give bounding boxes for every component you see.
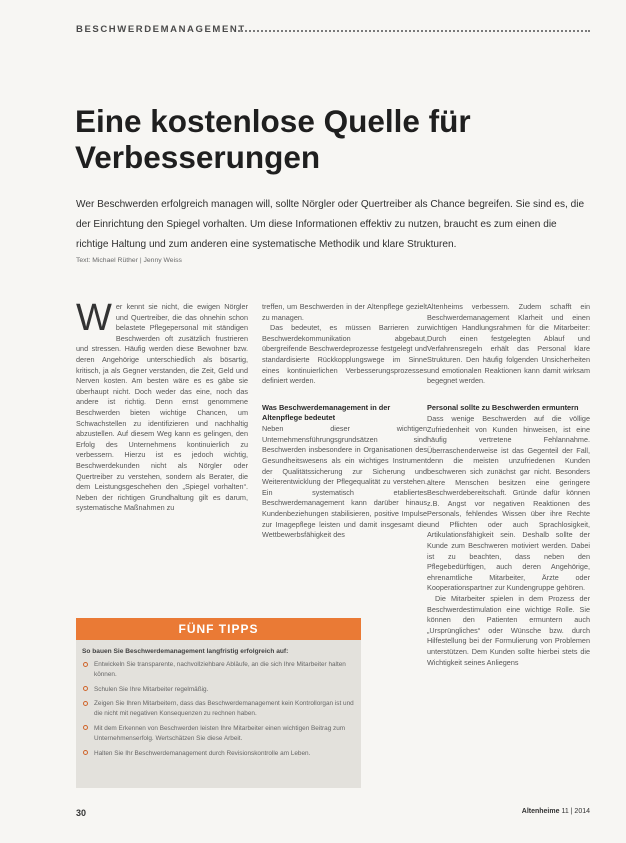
tip-text: Schulen Sie Ihre Mitarbeiter regelmäßig.: [94, 685, 209, 693]
tip-text: Entwickeln Sie transparente, nachvollziehbare Abläufe, an die sich Ihre Mitarbeiter halten können.: [94, 661, 346, 678]
bullet-icon: [83, 701, 88, 706]
tip-item: [82, 749, 354, 759]
drop-cap: W: [76, 297, 112, 339]
paragraph: Die Mitarbeiter spielen in dem Prozess der Beschwerdestimulation eine wichtige Rolle. Sie können den Patienten ermuntern auch „Ursprüngliches“ oder Wünsche bzw. durch Hilfestellung bei der Formulierung von Problemen unterstützen. Dem Kunden sollte hierbei stets die Wichtigkeit seines Anliegens: [427, 594, 590, 667]
tips-intro: So bauen Sie Beschwerdemanagement langfristig erfolgreich auf:: [82, 648, 289, 655]
publication-footer: [522, 808, 590, 815]
text-column-2: [262, 302, 427, 541]
tip-text: Zeigen Sie Ihren Mitarbeitern, dass das Beschwerdemanagement kein Kontrollorgan ist und die nicht mit negativen Konsequenzen zu rechnen haben.: [94, 700, 354, 718]
tip-item: [82, 699, 354, 719]
bullet-icon: [83, 686, 88, 691]
dotted-rule: [238, 30, 590, 32]
publication-name: Altenheime: [521, 808, 560, 815]
paragraph: Neben dieser wichtigen Unternehmensführungsgrundsätzen sind Beschwerden insbesondere in Organisationen des Gesundheitswesens als ein wichtiges Instrument der Qualitätssicherung zur Sicherung und Weiterentwicklung der Pflegequalität zu verstehen. Ein systematisch etabliertes Beschwerdemanagement kann darüber hinaus Kundenbeziehungen stabilisieren, positive Impulse zur Imagepflege leisten und damit insgesamt die Wettbewerbsfähigkeit des: [262, 424, 427, 540]
text-column-1: [76, 297, 248, 514]
author-credit: Text: Michael Rüther | Jenny Weiss: [76, 257, 182, 264]
tips-box: [76, 618, 361, 788]
tips-list: [82, 660, 354, 763]
paragraph: Das bedeutet, es müssen Barrieren zur Beschwerdekommunikation abgebaut, übergreifende Beschwerdeprozesse festgelegt und standardisierte Rückkopplungswege im Sinne eines kontinuierlichen Verbesserungsprozesses definiert werden.: [262, 323, 427, 386]
paragraph: [76, 297, 248, 514]
section-label: BESCHWERDEMANAGEMENT: [76, 24, 246, 35]
issue-number: 11 | 2014: [561, 808, 590, 815]
column-1-text: er kennt sie nicht, die ewigen Nörgler und Quertreiber, die das ohnehin schon belastete Pflegepersonal mit ständigen Beschwerden oft zusätzlich frustrieren und stressen. Häufig werden diese Bewohner bzw. deren Angehörige unterschiedlich als bösartig, kritisch, ja als Gegner verstanden, die Zeit, Geld und Nerven kosten. Am besten wäre es es gäbe sie überhaupt nicht. Doch weder das eine, noch das andere ist richtig. Denn ernst genommene Beschwerden bieten wichtige Chancen, um Schwachstellen zu identifizieren und nachhaltig abzustellen. Auf diesem Weg kann es gelingen, den Erfolg des Unternehmens kontinuierlich zu verbessern. Hierzu ist es jedoch wichtig, Beschwerdekunden nicht als Nörgler oder Quertreiber zu verstehen, sondern als Berater, die dem Leistungsgeschehen den „Spiegel vorhalten“. Neben der richtigen Grundhaltung gilt es darum, systematische Maßnahmen zu: [76, 302, 248, 513]
paragraph: Altenheims verbessern. Zudem schafft ein Beschwerdemanagement Klarheit und einen wichtigen Handlungsrahmen für die Mitarbeiter: Durch einen festgelegten Ablauf und Verfahrensregeln erhält das Personal klare Strukturen. Den häufig folgenden Unsicherheiten und emotionalen Reaktionen kann damit wirksam begegnet werden.: [427, 302, 590, 386]
subheading: Personal sollte zu Beschwerden ermuntern: [427, 402, 579, 412]
bullet-icon: [83, 662, 88, 667]
tips-title: FÜNF TIPPS: [178, 622, 259, 636]
bullet-icon: [83, 750, 88, 755]
text-column-3: [427, 302, 590, 668]
tip-text: Mit dem Erkennen von Beschwerden leisten Ihre Mitarbeiter einen wichtigen Beitrag zum Unternehmenserfolg. Wertschätzen Sie diese Arbeit.: [94, 724, 346, 742]
tip-item: [82, 685, 354, 695]
tip-item: [82, 724, 354, 744]
tip-item: [82, 660, 354, 680]
tip-text: Halten Sie Ihr Beschwerdemanagement durch Revisionskontrolle am Leben.: [94, 749, 311, 757]
subheading: Was Beschwerdemanagement in der Altenpflege bedeutet: [262, 402, 391, 422]
bullet-icon: [83, 725, 88, 730]
article-lead: Wer Beschwerden erfolgreich managen will, sollte Nörgler oder Quertreiber als Chance begreifen. Sie sind es, die der Einrichtung den Spiegel vorhalten. Um diese Informationen effektiv zu nutzen, braucht es zum einen die richtige Haltung und zum anderen eine systematische Methodik und klare Strukturen.: [76, 199, 585, 250]
page-number: 30: [76, 808, 87, 818]
paragraph: treffen, um Beschwerden in der Altenpflege gezielt zu managen.: [262, 302, 427, 322]
paragraph: Dass wenige Beschwerden auf die völlige Zufriedenheit von Kunden hinweisen, ist eine häufig vertretene Fehlannahme. Überraschenderweise ist das Gegenteil der Fall, denn die meisten unzufriedenen Kunden beschweren sich zunächst gar nicht. Besonders ältere Menschen besitzen eine geringere Beschwerdebereitschaft. Gründe dafür können z.B. Angst vor negativen Reaktionen des Personals, fehlendes Wissen über ihre Rechte und Pflichten oder auch Sprachlosigkeit, Artikulationsfähigkeit sein. Deshalb sollte der Kunde zum Beschweren motiviert werden. Dabei ist zu beachten, dass neben den Pflegebedürftigen, auch deren Angehörige, ehrenamtliche Mitarbeiter, Ärzte oder Kooperationspartner zur Kundengruppe gehören.: [427, 413, 590, 593]
article-title: Eine kostenlose Quelle für Verbesserungen: [75, 103, 471, 175]
tips-header-bar: [76, 618, 361, 640]
